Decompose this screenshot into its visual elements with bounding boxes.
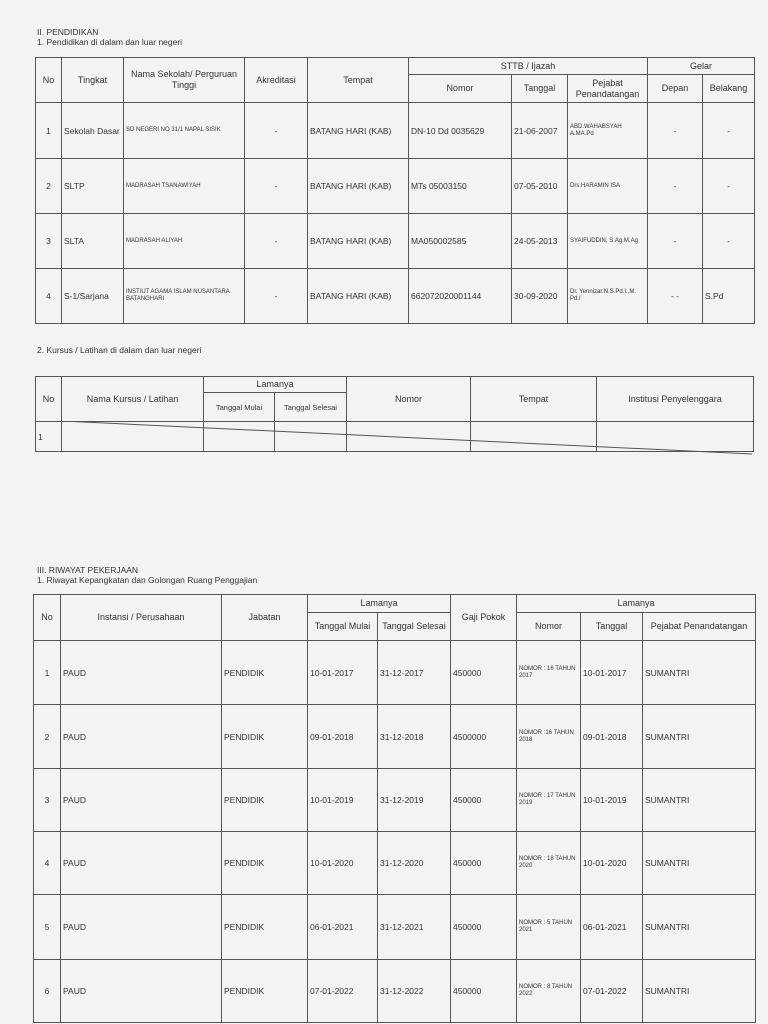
cell-no: 4 (36, 269, 62, 324)
table-row (36, 269, 755, 324)
header-lamanya-sk: Lamanya (517, 595, 756, 613)
cell-tanggal: 24-05-2013 (512, 214, 568, 269)
header-sttb: STTB / Ijazah (409, 58, 648, 75)
cell-pejabat: Dr. Yennizar.N.S.Pd.I.,M. Pd.I (568, 269, 648, 324)
cell-depan: - (648, 159, 703, 214)
cell-tanggal: 09-01-2018 (581, 705, 643, 769)
cell-no: 2 (36, 159, 62, 214)
cell-tanggal-mulai: 10-01-2017 (308, 641, 378, 705)
strike-line (62, 421, 752, 455)
cell-no: 6 (34, 960, 61, 1023)
cell-no: 1 (34, 641, 61, 705)
header-tempat: Tempat (471, 377, 597, 422)
cell-pejabat: Drs.HARAMIN ISA (568, 159, 648, 214)
cell-tingkat: SLTA (62, 214, 124, 269)
cell-instansi: PAUD (61, 769, 222, 832)
header-no: No (36, 58, 62, 103)
section-pekerjaan-heading (37, 565, 257, 585)
cell-gaji: 450000 (451, 960, 517, 1023)
header-nomor: Nomor (347, 377, 471, 422)
cell-tanggal: 30-09-2020 (512, 269, 568, 324)
header-jabatan: Jabatan (222, 595, 308, 641)
cell-nomor: NOMOR : 17 TAHUN 2019 (517, 769, 581, 832)
section-title: II. PENDIDIKAN (37, 27, 99, 37)
cell-tingkat: Sekolah Dasar (62, 103, 124, 159)
cell-pejabat: SUMANTRI (643, 705, 756, 769)
cell-gaji: 450000 (451, 832, 517, 895)
cell-jabatan: PENDIDIK (222, 960, 308, 1023)
header-no: No (34, 595, 61, 641)
header-belakang: Belakang (703, 75, 755, 103)
table-row (34, 769, 756, 832)
cell-tingkat: SLTP (62, 159, 124, 214)
cell-instansi: PAUD (61, 895, 222, 960)
cell-nama-sekolah: MADRASAH TSANAWIYAH (124, 159, 245, 214)
cell-gaji: 450000 (451, 895, 517, 960)
cell-belakang: - (703, 103, 755, 159)
header-tanggal: Tanggal (512, 75, 568, 103)
header-gaji: Gaji Pokok (451, 595, 517, 641)
header-instansi: Instansi / Perusahaan (61, 595, 222, 641)
cell-nomor: MA050002585 (409, 214, 512, 269)
header-tanggal-selesai: Tanggal Selesai (275, 393, 347, 422)
cell-tempat: BATANG HARI (KAB) (308, 103, 409, 159)
section-subtitle: 1. Pendidikan di dalam dan luar negeri (37, 37, 183, 47)
cell-jabatan: PENDIDIK (222, 895, 308, 960)
cell-pejabat: SUMANTRI (643, 769, 756, 832)
header-nomor: Nomor (409, 75, 512, 103)
cell-no: 3 (34, 769, 61, 832)
cell-akreditasi: - (245, 214, 308, 269)
cell-nama-sekolah: SD NEGERI NO 31/1 NAPAL SISIK (124, 103, 245, 159)
cell-no: 1 (36, 422, 62, 452)
cell-tempat: BATANG HARI (KAB) (308, 269, 409, 324)
cell-nomor: NOMOR : 8 TAHUN 2022 (517, 960, 581, 1023)
cell-gaji: 450000 (451, 769, 517, 832)
header-tanggal-mulai: Tanggal Mulai (308, 613, 378, 641)
table-row (36, 103, 755, 159)
cell-akreditasi: - (245, 269, 308, 324)
cell-nomor: NOMOR :16 TAHUN 2018 (517, 705, 581, 769)
table-row (34, 895, 756, 960)
cell-instansi: PAUD (61, 705, 222, 769)
cell-no: 5 (34, 895, 61, 960)
header-no: No (36, 377, 62, 422)
table-row (36, 214, 755, 269)
header-tempat: Tempat (308, 58, 409, 103)
cell-nama-sekolah: MADRASAH ALIYAH (124, 214, 245, 269)
cell-pejabat: SUMANTRI (643, 895, 756, 960)
header-tingkat: Tingkat (62, 58, 124, 103)
cell-tanggal: 07-01-2022 (581, 960, 643, 1023)
cell-pejabat: SUMANTRI (643, 960, 756, 1023)
section-pendidikan-heading (37, 27, 182, 47)
cell-no: 2 (34, 705, 61, 769)
cell-akreditasi: - (245, 103, 308, 159)
cell-tanggal: 21-06-2007 (512, 103, 568, 159)
cell-gaji: 4500000 (451, 705, 517, 769)
cell-instansi: PAUD (61, 641, 222, 705)
cell-tanggal-selesai: 31-12-2019 (378, 769, 451, 832)
cell-tanggal: 07-05-2010 (512, 159, 568, 214)
cell-instansi: PAUD (61, 960, 222, 1023)
cell-depan: - (648, 103, 703, 159)
cell-jabatan: PENDIDIK (222, 705, 308, 769)
header-lamanya: Lamanya (308, 595, 451, 613)
cell-nomor: NOMOR : 18 TAHUN 2020 (517, 832, 581, 895)
cell-tanggal-selesai: 31-12-2020 (378, 832, 451, 895)
header-nama-kursus: Nama Kursus / Latihan (62, 377, 204, 422)
header-akreditasi: Akreditasi (245, 58, 308, 103)
header-pejabat: Pejabat Penandatangan (568, 75, 648, 103)
cell-nomor: DN-10 Dd 0035629 (409, 103, 512, 159)
cell-tanggal-selesai: 31-12-2021 (378, 895, 451, 960)
cell-pejabat: SUMANTRI (643, 832, 756, 895)
cell-jabatan: PENDIDIK (222, 769, 308, 832)
cell-tanggal-mulai: 07-01-2022 (308, 960, 378, 1023)
cell-tempat: BATANG HARI (KAB) (308, 159, 409, 214)
header-gelar: Gelar (648, 58, 755, 75)
cell-nomor: NOMOR : 5 TAHUN 2021 (517, 895, 581, 960)
cell-tempat: BATANG HARI (KAB) (308, 214, 409, 269)
cell-tanggal-selesai: 31-12-2022 (378, 960, 451, 1023)
cell-tanggal-mulai: 10-01-2019 (308, 769, 378, 832)
cell-belakang: - (703, 214, 755, 269)
header-nama-sekolah: Nama Sekolah/ Perguruan Tinggi (124, 58, 245, 103)
cell-pejabat: SYAIFUDDIN, S.Ag.M.Ag (568, 214, 648, 269)
cell-tanggal-mulai: 09-01-2018 (308, 705, 378, 769)
cell-nama-sekolah: INSTIUT AGAMA ISLAM NUSANTARA BATANGHARI (124, 269, 245, 324)
pekerjaan-table (33, 594, 756, 1023)
header-institusi: Institusi Penyelenggara (597, 377, 754, 422)
pendidikan-table (35, 57, 755, 324)
cell-tanggal-selesai: 31-12-2017 (378, 641, 451, 705)
cell-akreditasi: - (245, 159, 308, 214)
table-row (36, 159, 755, 214)
header-depan: Depan (648, 75, 703, 103)
header-tanggal-selesai: Tanggal Selesai (378, 613, 451, 641)
cell-pejabat: SUMANTRI (643, 641, 756, 705)
header-tanggal: Tanggal (581, 613, 643, 641)
cell-tanggal-selesai: 31-12-2018 (378, 705, 451, 769)
header-tanggal-mulai: Tanggal Mulai (204, 393, 275, 422)
cell-belakang: S.Pd (703, 269, 755, 324)
cell-jabatan: PENDIDIK (222, 832, 308, 895)
cell-belakang: - (703, 159, 755, 214)
table-row (34, 832, 756, 895)
section-title: III. RIWAYAT PEKERJAAN (37, 565, 139, 575)
cell-jabatan: PENDIDIK (222, 641, 308, 705)
table-row (34, 960, 756, 1023)
header-nomor: Nomor (517, 613, 581, 641)
cell-tanggal: 10-01-2020 (581, 832, 643, 895)
cell-depan: - (648, 214, 703, 269)
section-kursus-heading (37, 345, 201, 355)
cell-tanggal-mulai: 10-01-2020 (308, 832, 378, 895)
cell-tanggal: 10-01-2019 (581, 769, 643, 832)
cell-nomor: MTs 05003150 (409, 159, 512, 214)
cell-depan: - - (648, 269, 703, 324)
header-pejabat: Pejabat Penandatangan (643, 613, 756, 641)
cell-tanggal-mulai: 06-01-2021 (308, 895, 378, 960)
cell-tanggal: 10-01-2017 (581, 641, 643, 705)
cell-gaji: 450000 (451, 641, 517, 705)
cell-nomor: NOMOR : 16 TAHUN 2017 (517, 641, 581, 705)
table-row (34, 705, 756, 769)
cell-pejabat: ABD.WAHABSYAH A.MA.Pd (568, 103, 648, 159)
cell-nomor: 662072020001144 (409, 269, 512, 324)
header-lamanya: Lamanya (204, 377, 347, 393)
table-row (34, 641, 756, 705)
cell-instansi: PAUD (61, 832, 222, 895)
cell-no: 3 (36, 214, 62, 269)
section-subtitle: 1. Riwayat Kepangkatan dan Golongan Ruang Penggajian (37, 575, 258, 585)
cell-tingkat: S-1/Sarjana (62, 269, 124, 324)
section-subtitle: 2. Kursus / Latihan di dalam dan luar negeri (37, 345, 202, 355)
cell-tanggal: 06-01-2021 (581, 895, 643, 960)
cell-no: 1 (36, 103, 62, 159)
cell-no: 4 (34, 832, 61, 895)
